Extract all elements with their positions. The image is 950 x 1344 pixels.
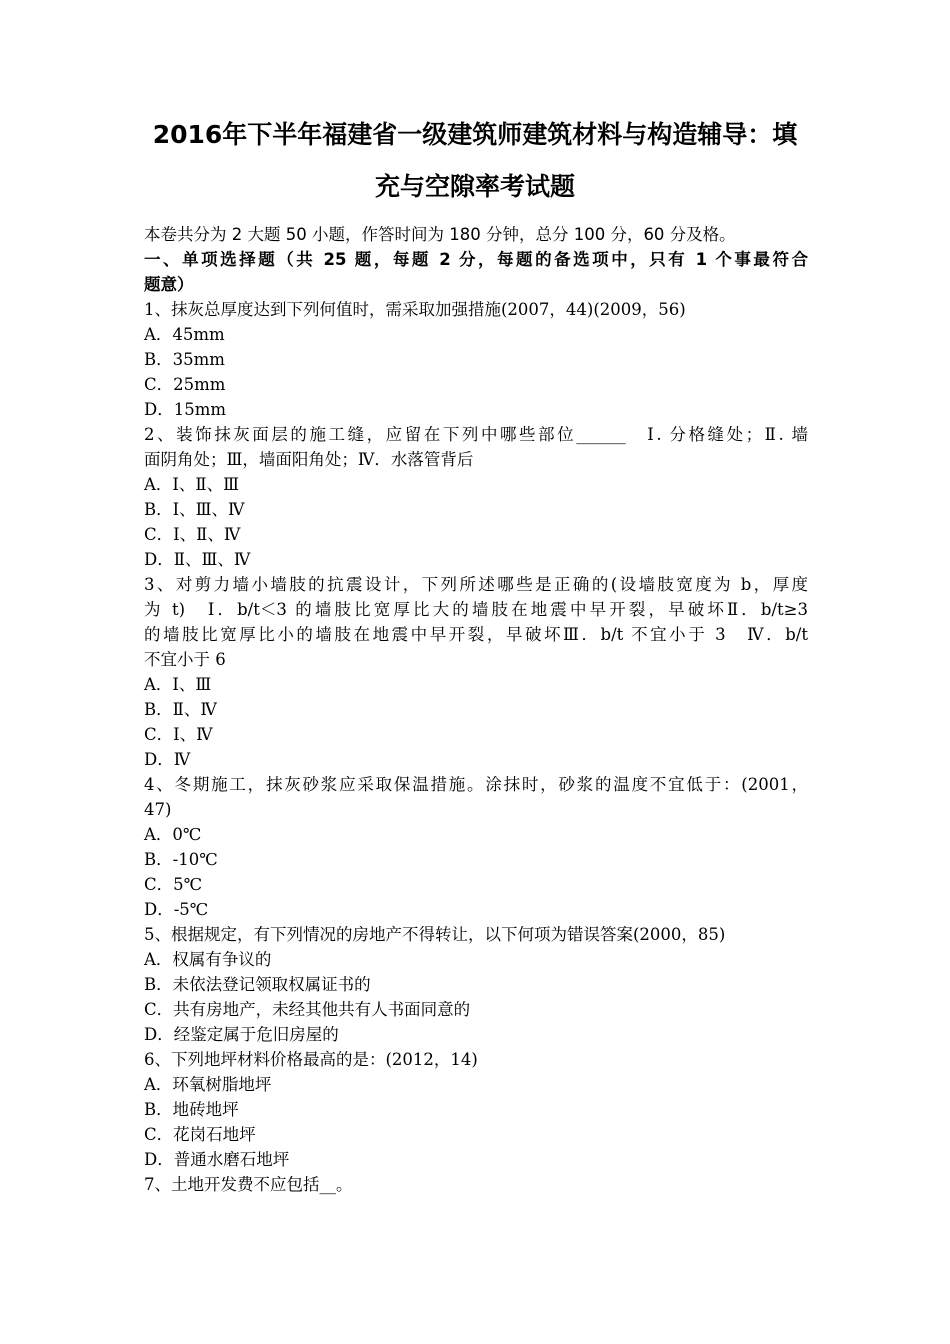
answer-option: C．共有房地产，未经其他共有人书面同意的 [144, 1000, 471, 1019]
question-2 [144, 422, 808, 572]
answer-option: D．Ⅳ [144, 750, 191, 769]
answer-option: A．Ⅰ、Ⅱ、Ⅲ [144, 475, 240, 494]
question-stem-line: 7、土地开发费不应包括__。 [144, 1175, 353, 1194]
question-stem-line: 47) [144, 800, 172, 819]
question-4 [144, 772, 808, 922]
question-stem-line: 面阴角处；Ⅲ，墙面阳角处；Ⅳ．水落管背后 [144, 450, 474, 469]
exam-intro: 本卷共分为 2 大题 50 小题，作答时间为 180 分钟，总分 100 分，60 分及格。 [144, 225, 736, 244]
answer-option: A．Ⅰ、Ⅲ [144, 675, 212, 694]
question-stem-line: 4、冬期施工，抹灰砂浆应采取保温措施。涂抹时，砂浆的温度不宜低于：(2001， [144, 775, 808, 794]
answer-option: A．环氧树脂地坪 [144, 1075, 272, 1094]
answer-option: A．0℃ [144, 825, 202, 844]
answer-option: C．25mm [144, 375, 226, 394]
section-heading-line-2: 题意） [144, 275, 194, 294]
answer-option: D．经鉴定属于危旧房屋的 [144, 1025, 339, 1044]
question-list [144, 297, 808, 1197]
question-stem-line: 的墙肢比宽厚比小的墙肢在地震中早开裂，早破坏Ⅲ．b/t 不宜小于 3 Ⅳ．b/t [144, 625, 808, 644]
question-1 [144, 297, 808, 422]
answer-option: A．权属有争议的 [144, 950, 272, 969]
answer-option: C．花岗石地坪 [144, 1125, 256, 1144]
answer-option: D．普通水磨石地坪 [144, 1150, 290, 1169]
question-7 [144, 1172, 808, 1197]
answer-option: A．45mm [144, 325, 225, 344]
document-body [144, 222, 808, 1197]
question-stem-line: 1、抹灰总厚度达到下列何值时，需采取加强措施(2007，44)(2009，56) [144, 300, 686, 319]
answer-option: C．Ⅰ、Ⅱ、Ⅳ [144, 525, 241, 544]
answer-option: B．-10℃ [144, 850, 218, 869]
answer-option: C．Ⅰ、Ⅳ [144, 725, 213, 744]
answer-option: B．Ⅱ、Ⅳ [144, 700, 217, 719]
question-stem-line: 3、对剪力墙小墙肢的抗震设计，下列所述哪些是正确的(设墙肢宽度为 b，厚度 [144, 575, 808, 594]
answer-option: C．5℃ [144, 875, 203, 894]
document-title-line-2: 充与空隙率考试题 [374, 172, 575, 201]
question-stem-line: 不宜小于 6 [144, 650, 226, 669]
answer-option: D．15mm [144, 400, 227, 419]
question-3 [144, 572, 808, 772]
document-title-line-1: 2016年下半年福建省一级建筑师建筑材料与构造辅导：填 [152, 120, 798, 149]
answer-option: D．-5℃ [144, 900, 209, 919]
question-stem-line: 6、下列地坪材料价格最高的是：(2012，14) [144, 1050, 478, 1069]
answer-option: B．地砖地坪 [144, 1100, 239, 1119]
answer-option: D．Ⅱ、Ⅲ、Ⅳ [144, 550, 251, 569]
question-5 [144, 922, 808, 1047]
answer-option: B．35mm [144, 350, 225, 369]
question-6 [144, 1047, 808, 1172]
question-stem-line: 2、装饰抹灰面层的施工缝，应留在下列中哪些部位______ Ⅰ. 分格缝处；Ⅱ. 墙 [144, 425, 808, 444]
question-stem-line: 为 t) Ⅰ．b/t＜3 的墙肢比宽厚比大的墙肢在地震中早开裂，早破坏Ⅱ．b/t≥3 [144, 600, 808, 619]
section-heading-line-1: 一、单项选择题（共 25 题，每题 2 分，每题的备选项中，只有 1 个事最符合 [144, 250, 808, 269]
answer-option: B．Ⅰ、Ⅲ、Ⅳ [144, 500, 245, 519]
question-stem-line: 5、根据规定，有下列情况的房地产不得转让，以下何项为错误答案(2000，85) [144, 925, 726, 944]
answer-option: B．未依法登记领取权属证书的 [144, 975, 371, 994]
